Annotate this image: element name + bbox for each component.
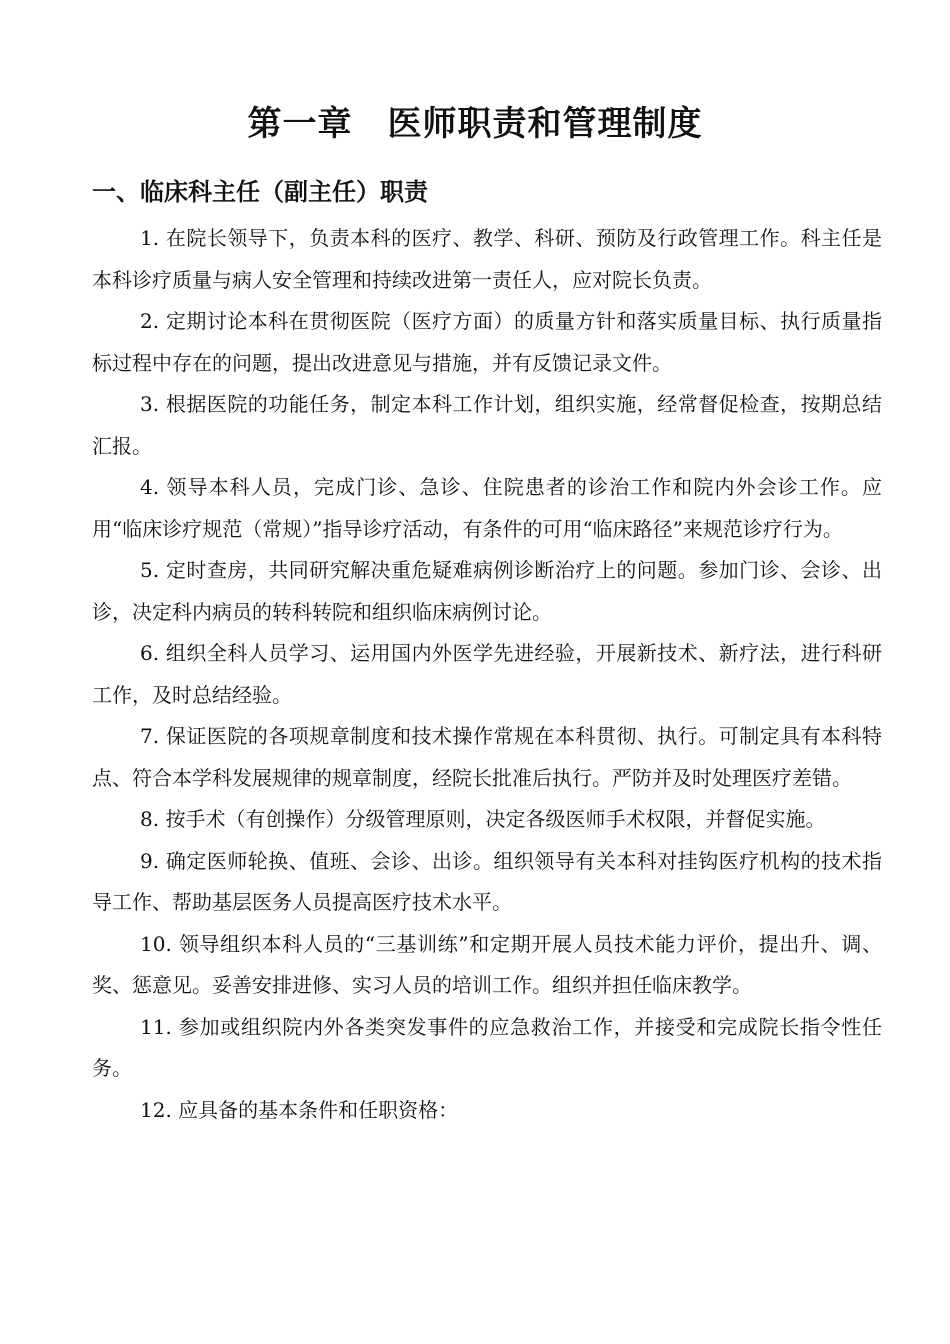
duty-item-6: 6. 组织全科人员学习、运用国内外医学先进经验，开展新技术、新疗法，进行科研工作，及时总结经验。 bbox=[92, 641, 882, 707]
duty-item-7: 7. 保证医院的各项规章制度和技术操作常规在本科贯彻、执行。可制定具有本科特点、符合本学科发展规律的规章制度，经院长批准后执行。严防并及时处理医疗差错。 bbox=[92, 724, 882, 790]
duty-item-12: 12. 应具备的基本条件和任职资格： bbox=[140, 1097, 459, 1122]
duty-item-10: 10. 领导组织本科人员的“三基训练”和定期开展人员技术能力评价，提出升、调、奖、惩意见。妥善安排进修、实习人员的培训工作。组织并担任临床教学。 bbox=[92, 931, 882, 997]
duty-item-4: 4. 领导本科人员，完成门诊、急诊、住院患者的诊治工作和院内外会诊工作。应用“临床诊疗规范（常规）”指导诊疗活动，有条件的可用“临床路径”来规范诊疗行为。 bbox=[92, 475, 882, 541]
duty-item-11: 11. 参加或组织院内外各类突发事件的应急救治工作，并接受和完成院长指令性任务。 bbox=[92, 1014, 882, 1080]
duty-list bbox=[92, 218, 882, 1131]
duty-item-8: 8. 按手术（有创操作）分级管理原则，决定各级医师手术权限，并督促实施。 bbox=[140, 807, 826, 831]
duty-item-3: 3. 根据医院的功能任务，制定本科工作计划，组织实施，经常督促检查，按期总结汇报。 bbox=[92, 392, 882, 458]
duty-item-5: 5. 定时查房，共同研究解决重危疑难病例诊断治疗上的问题。参加门诊、会诊、出诊，决定科内病员的转科转院和组织临床病例讨论。 bbox=[92, 558, 882, 624]
duty-item-9: 9. 确定医师轮换、值班、会诊、出诊。组织领导有关本科对挂钩医疗机构的技术指导工作、帮助基层医务人员提高医疗技术水平。 bbox=[92, 848, 882, 914]
section-title: 一、临床科主任（副主任）职责 bbox=[92, 178, 428, 206]
duty-item-1: 1. 在院长领导下，负责本科的医疗、教学、科研、预防及行政管理工作。科主任是本科诊疗质量与病人安全管理和持续改进第一责任人，应对院长负责。 bbox=[92, 226, 882, 292]
duty-item-2: 2. 定期讨论本科在贯彻医院（医疗方面）的质量方针和落实质量目标、执行质量指标过程中存在的问题，提出改进意见与措施，并有反馈记录文件。 bbox=[92, 309, 882, 375]
chapter-title: 第一章 医师职责和管理制度 bbox=[247, 104, 703, 144]
